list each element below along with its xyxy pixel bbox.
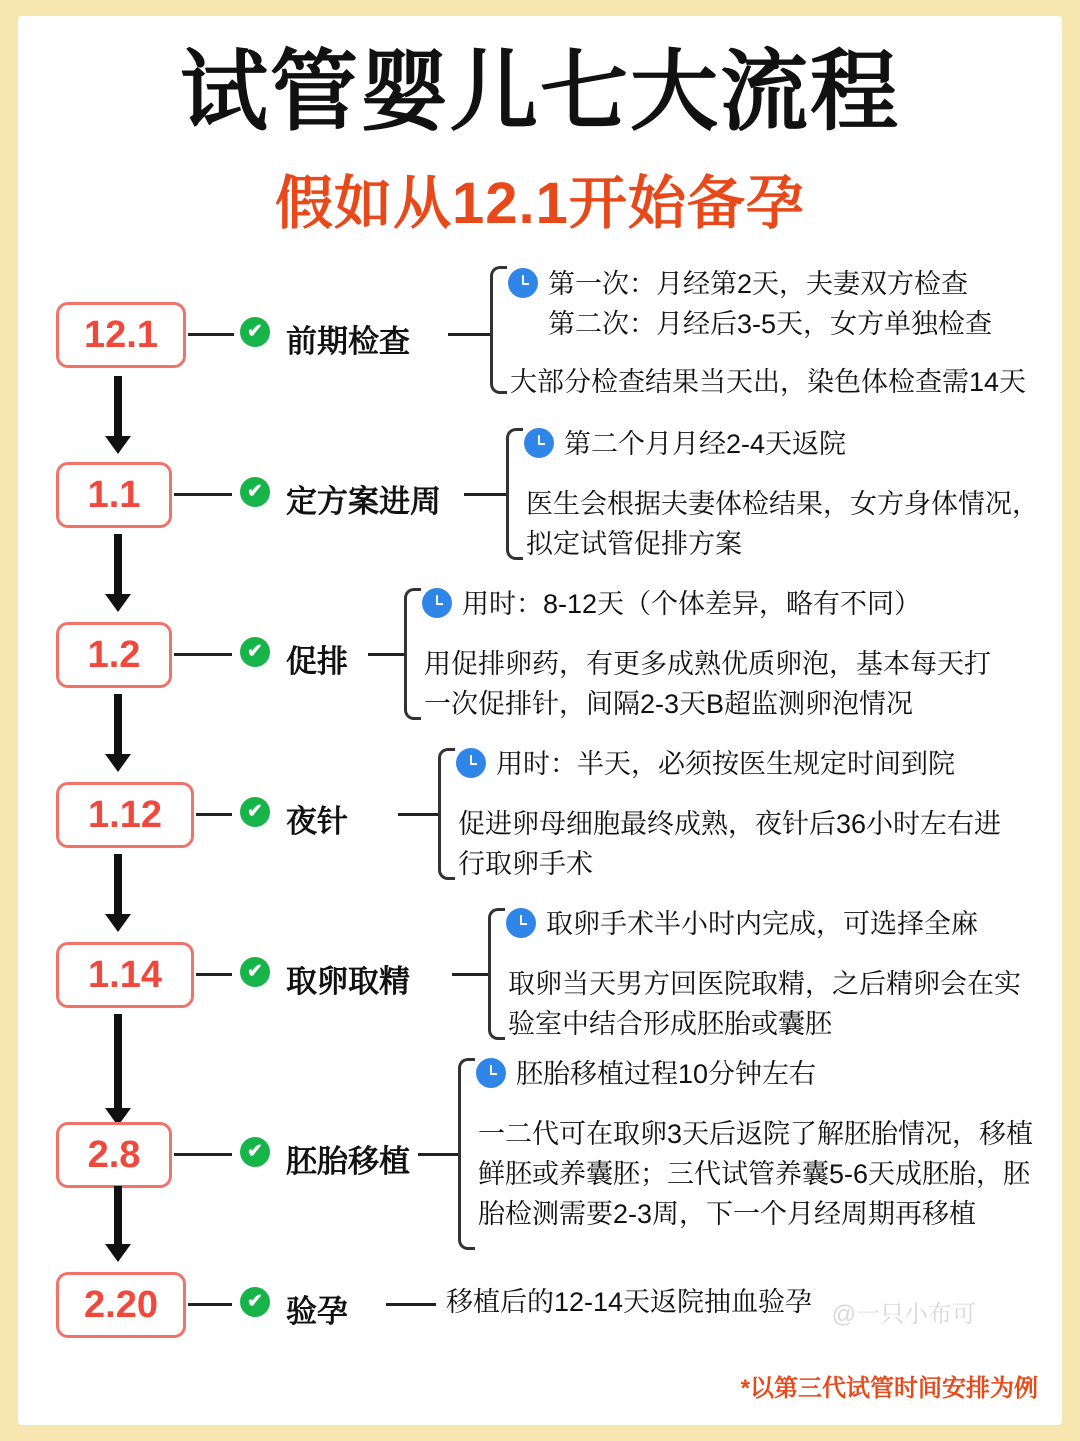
check-icon-5: ✔ xyxy=(240,957,270,987)
check-icon-7: ✔ xyxy=(240,1287,270,1317)
arrow-1 xyxy=(114,376,122,438)
footnote: *以第三代试管时间安排为例 xyxy=(740,1375,1038,1402)
detail-2-timed: 第二个月月经2-4天返院 xyxy=(564,429,847,460)
detail-1-timed-a: 第一次：月经第2天，夫妻双方检查 xyxy=(548,269,969,300)
date-badge-1: 12.1 xyxy=(56,302,186,368)
clock-icon-6 xyxy=(476,1058,506,1088)
brace-5 xyxy=(488,908,505,1040)
page-subtitle: 假如从12.1开始备孕 xyxy=(275,171,805,237)
connector-3b xyxy=(368,653,404,656)
detail-2-desc: 医生会根据夫妻体检结果，女方身体情况，拟定试管促排方案 xyxy=(526,489,1039,560)
arrow-4 xyxy=(114,854,122,916)
detail-6-desc: 一二代可在取卵3天后返院了解胚胎情况，移植鲜胚或养囊胚；三代试管养囊5-6天成胚胎，胚胎检测需要2-3周，下一个月经周期再移植 xyxy=(478,1119,1034,1230)
detail-3-timed: 用时：8-12天（个体差异，略有不同） xyxy=(462,589,922,620)
connector-1 xyxy=(188,333,234,336)
connector-2b xyxy=(464,493,506,496)
watermark: @一只小布可 xyxy=(831,1301,976,1328)
brace-3 xyxy=(404,588,421,720)
date-badge-2: 1.1 xyxy=(56,462,172,528)
stage-label-6: 胚胎移植 xyxy=(286,1144,410,1180)
brace-6 xyxy=(458,1058,475,1250)
clock-icon-4 xyxy=(456,748,486,778)
flowchart xyxy=(18,269,1062,1360)
clock-icon-2 xyxy=(524,428,554,458)
date-badge-4: 1.12 xyxy=(56,782,194,848)
check-icon-3: ✔ xyxy=(240,637,270,667)
detail-1-desc: 大部分检查结果当天出，染色体检查需14天 xyxy=(510,367,1027,398)
stage-label-7: 验孕 xyxy=(286,1294,348,1330)
check-icon-2: ✔ xyxy=(240,477,270,507)
connector-5b xyxy=(452,973,488,976)
date-badge-3: 1.2 xyxy=(56,622,172,688)
check-icon-6: ✔ xyxy=(240,1137,270,1167)
brace-2 xyxy=(506,428,523,560)
arrowhead-2 xyxy=(105,594,131,612)
stage-label-1: 前期检查 xyxy=(286,324,410,360)
check-icon-1: ✔ xyxy=(240,317,270,347)
detail-5-desc: 取卵当天男方回医院取精，之后精卵会在实验室中结合形成胚胎或囊胚 xyxy=(508,969,1021,1040)
arrow-2 xyxy=(114,534,122,596)
connector-3 xyxy=(174,653,232,656)
check-icon-4: ✔ xyxy=(240,797,270,827)
connector-5 xyxy=(196,973,232,976)
detail-7-desc: 移植后的12-14天返院抽血验孕 xyxy=(446,1287,813,1318)
stage-label-2: 定方案进周 xyxy=(286,484,441,520)
arrow-3 xyxy=(114,694,122,756)
brace-1 xyxy=(490,266,507,394)
clock-icon-3 xyxy=(422,588,452,618)
arrow-5 xyxy=(114,1014,122,1110)
arrowhead-4 xyxy=(105,914,131,932)
connector-2 xyxy=(174,493,232,496)
connector-7b xyxy=(386,1303,436,1306)
poster-card xyxy=(18,16,1062,1425)
arrow-6 xyxy=(114,1186,122,1246)
brace-4 xyxy=(438,748,455,880)
stage-label-3: 促排 xyxy=(286,644,348,680)
clock-icon-5 xyxy=(506,908,536,938)
stage-label-5: 取卵取精 xyxy=(286,964,410,1000)
arrowhead-3 xyxy=(105,754,131,772)
connector-7 xyxy=(188,1303,232,1306)
arrowhead-1 xyxy=(105,436,131,454)
connector-4 xyxy=(196,813,232,816)
date-badge-6: 2.8 xyxy=(56,1122,172,1188)
clock-icon-1 xyxy=(508,268,538,298)
connector-1b xyxy=(448,333,490,336)
arrowhead-6 xyxy=(105,1244,131,1262)
detail-6-timed: 胚胎移植过程10分钟左右 xyxy=(516,1059,817,1090)
stage-label-4: 夜针 xyxy=(286,804,348,840)
connector-6b xyxy=(418,1153,458,1156)
page-title: 试管婴儿七大流程 xyxy=(179,42,900,141)
connector-4b xyxy=(398,813,438,816)
detail-1-timed-b: 第二次：月经后3-5天，女方单独检查 xyxy=(548,309,993,340)
date-badge-7: 2.20 xyxy=(56,1272,186,1338)
detail-5-timed: 取卵手术半小时内完成，可选择全麻 xyxy=(546,909,978,940)
connector-6 xyxy=(174,1153,232,1156)
detail-3-desc: 用促排卵药，有更多成熟优质卵泡，基本每天打一次促排针，间隔2-3天B超监测卵泡情况 xyxy=(424,649,991,720)
date-badge-5: 1.14 xyxy=(56,942,194,1008)
detail-4-timed: 用时：半天，必须按医生规定时间到院 xyxy=(496,749,955,780)
detail-4-desc: 促进卵母细胞最终成熟，夜针后36小时左右进行取卵手术 xyxy=(458,809,1002,880)
